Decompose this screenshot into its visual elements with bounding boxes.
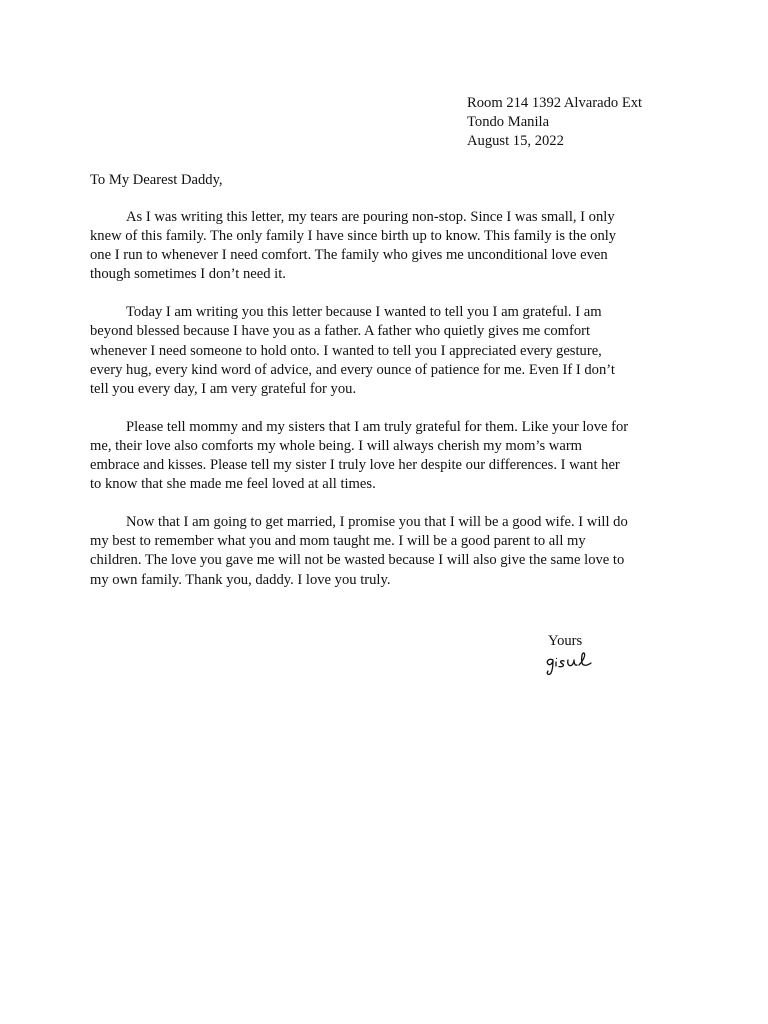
closing: Yours	[548, 633, 583, 649]
handwritten-signature	[544, 651, 598, 677]
address-line-2: Tondo Manila	[467, 114, 550, 131]
paragraph-2: Today I am writing you this letter because I wanted to tell you I am grateful. I am beyond blessed because I have you as a father. A father who quietly gives me comfort whenever I need someone to hold onto. I wanted to tell you I appreciated every gesture, every hug, every kind word of advice, and every ounce of patience for me. Even If I don’t tell you every day, I am very grateful for you.	[90, 304, 615, 397]
address-line-1: Room 214 1392 Alvarado Ext	[467, 95, 643, 111]
sender-address-block	[467, 94, 642, 151]
paragraph-1: As I was writing this letter, my tears are pouring non-stop. Since I was small, I only knew of this family. The only family I have since birth up to know. This family is the only one I run to whenever I need comfort. The family who gives me unconditional love even though sometimes I don’t need it.	[90, 209, 617, 283]
letter-body	[90, 208, 690, 609]
paragraph-3: Please tell mommy and my sisters that I am truly grateful for them. Like your love for me, their love also comforts my whole being. I will always cherish my mom’s warm embrace and kisses. Please tell my sister I truly love her despite our differences. I want her to know that she made me feel loved at all times.	[90, 418, 629, 493]
paragraph-4: Now that I am going to get married, I promise you that I will be a good wife. I will do my best to remember what you and mom taught me. I will be a good parent to all my children. The love you gave me will not be wasted because I will also give the same love to my own family. Thank you, daddy. I love you truly.	[90, 514, 628, 588]
letter-date: August 15, 2022	[467, 133, 564, 150]
salutation: To My Dearest Daddy,	[90, 172, 223, 188]
